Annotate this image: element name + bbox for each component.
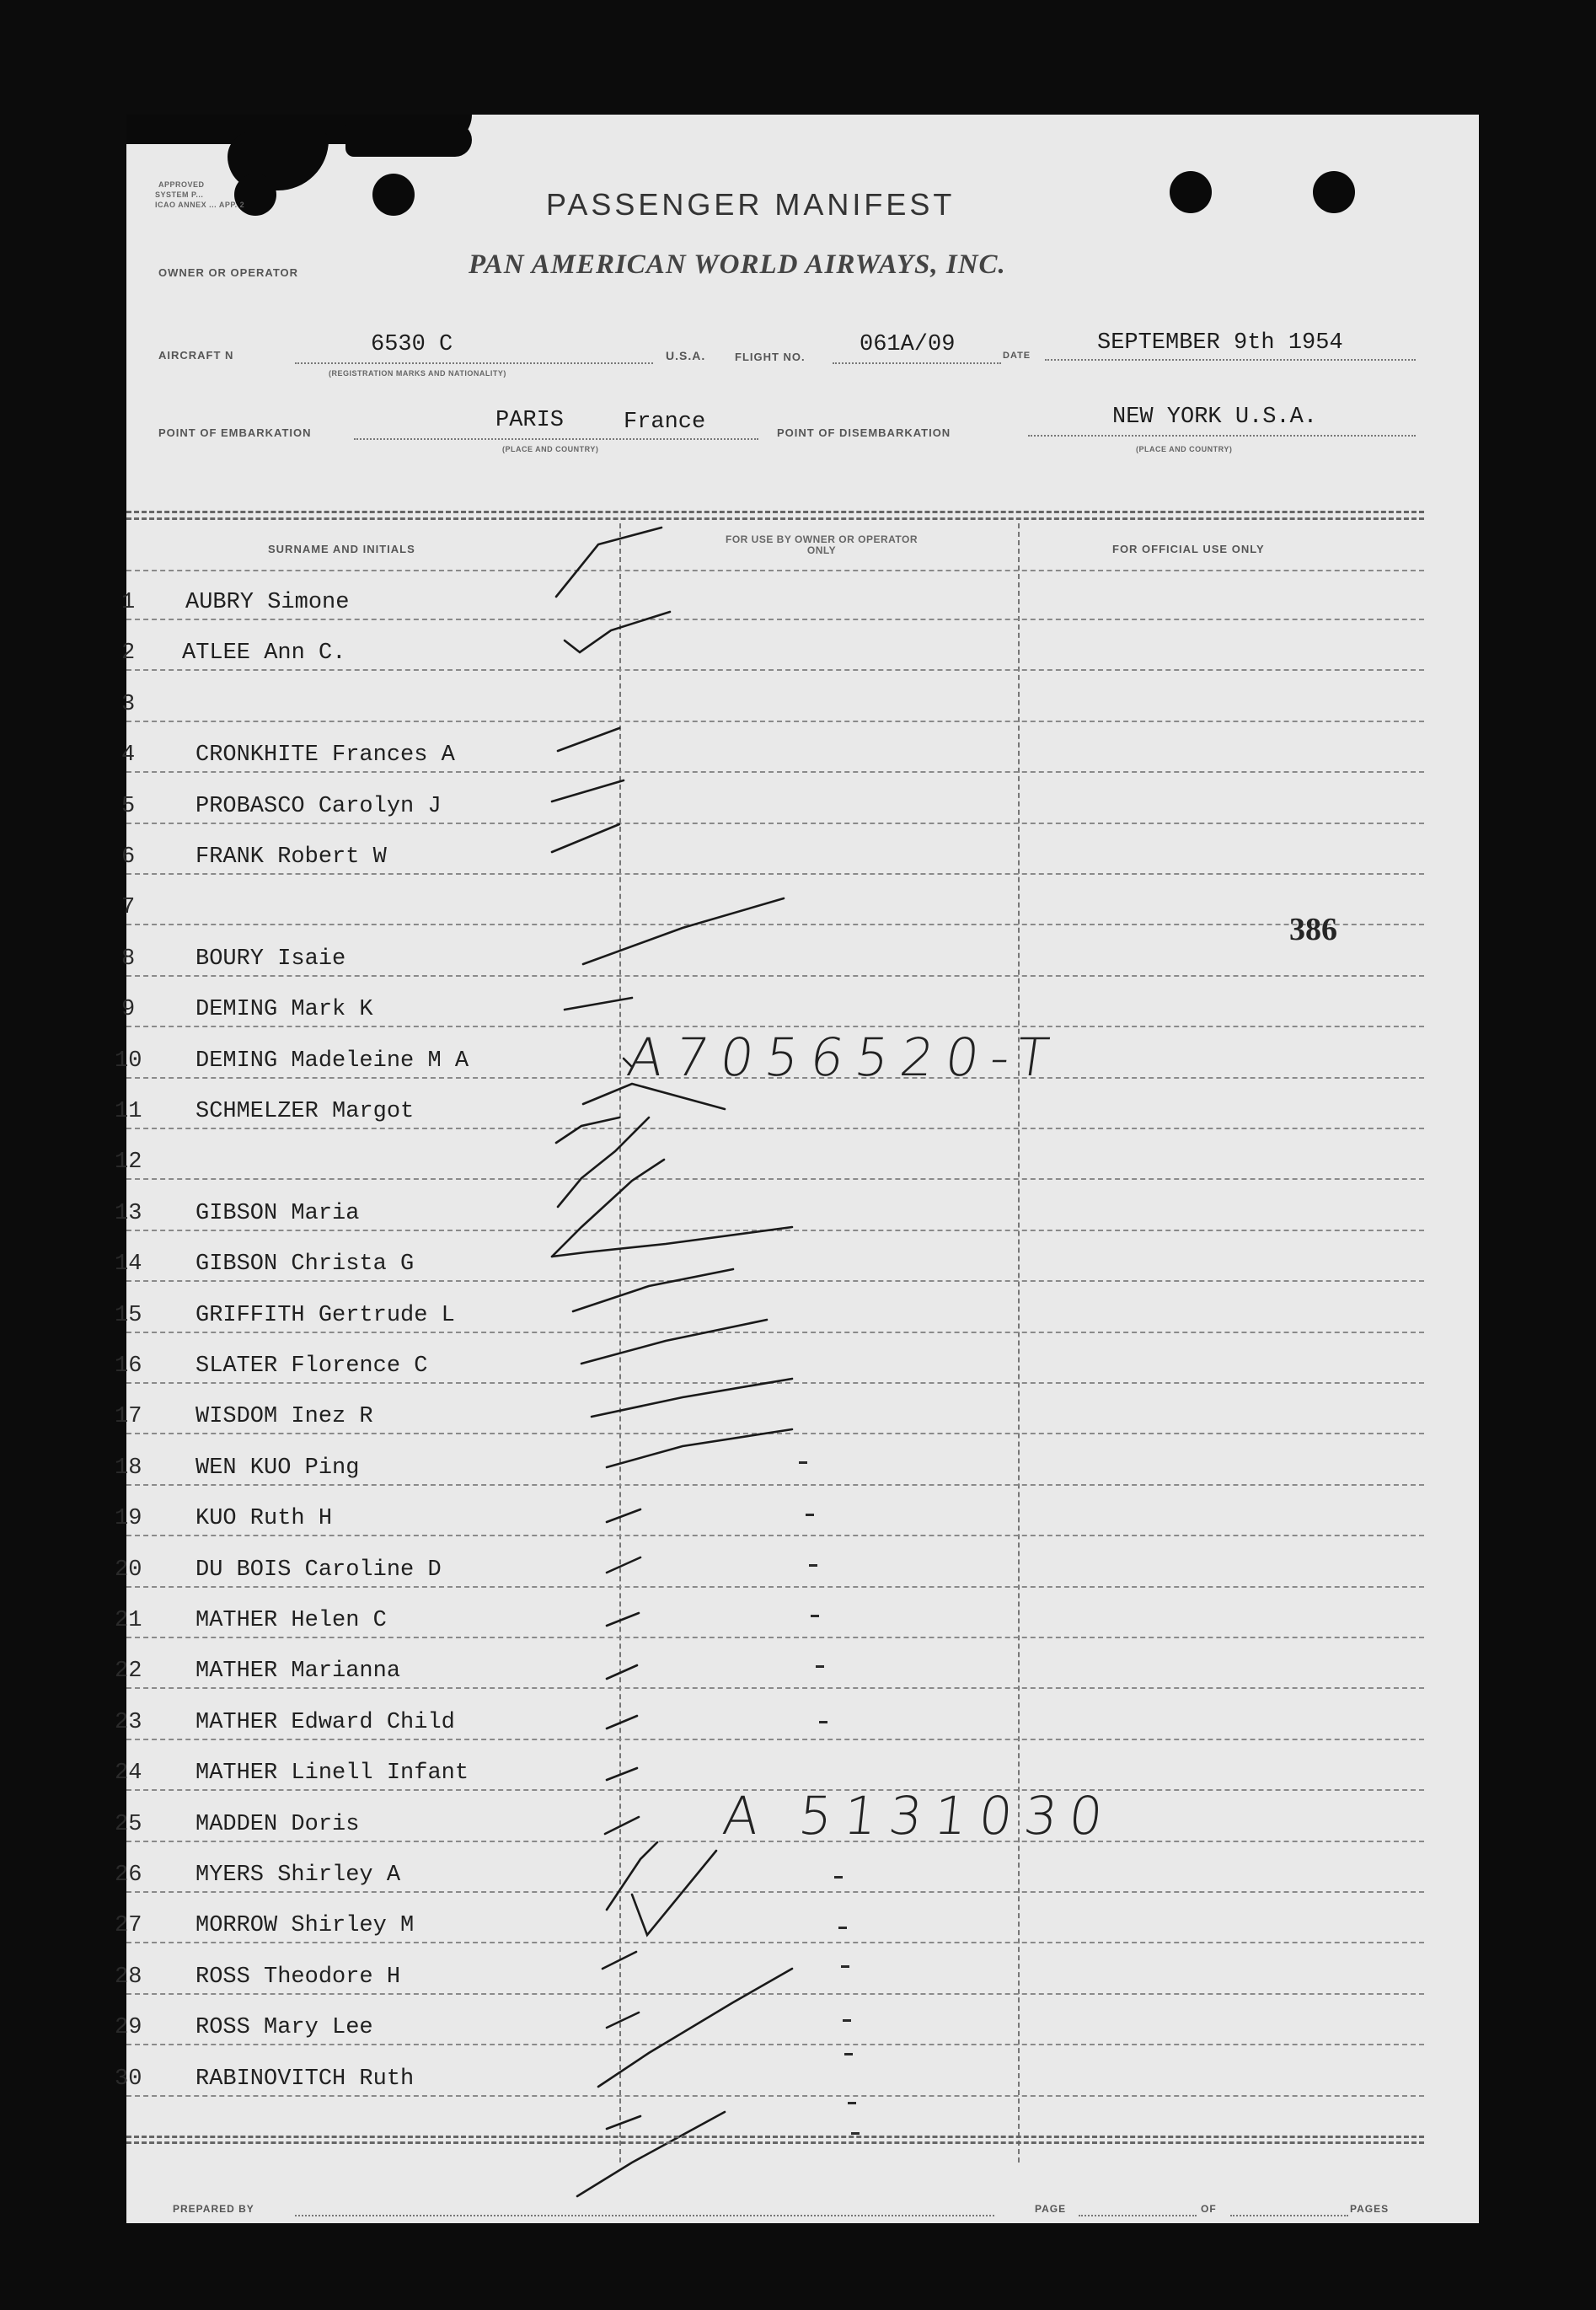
checkmark bbox=[556, 528, 661, 597]
embark-country: France bbox=[624, 410, 706, 435]
passenger-name: DEMING Mark K bbox=[195, 997, 373, 1023]
checkmark bbox=[607, 2013, 639, 2028]
row-number: 3 bbox=[121, 691, 136, 717]
checkmark bbox=[573, 1269, 733, 1311]
row-number: 18 bbox=[115, 1455, 142, 1481]
checkmark bbox=[558, 1117, 649, 1207]
checkmark bbox=[558, 728, 619, 751]
embark-label: POINT OF EMBARKATION bbox=[158, 426, 312, 439]
page-label: PAGE bbox=[1035, 2203, 1067, 2215]
registration-caption: (REGISTRATION MARKS AND NATIONALITY) bbox=[329, 369, 506, 378]
passenger-name: MATHER Marianna bbox=[195, 1659, 401, 1685]
checkmark bbox=[581, 1320, 767, 1364]
row-number: 9 bbox=[121, 997, 136, 1023]
passenger-name: CRONKHITE Frances A bbox=[195, 742, 455, 769]
passenger-name: BOURY Isaie bbox=[195, 946, 346, 972]
row-number: 14 bbox=[115, 1251, 142, 1278]
passenger-name: MYERS Shirley A bbox=[195, 1862, 401, 1888]
official-reference-number: 386 bbox=[1289, 912, 1337, 947]
manifest-sheet bbox=[115, 115, 1479, 2223]
row-number: 16 bbox=[115, 1353, 142, 1379]
owner-label: OWNER OR OPERATOR bbox=[158, 266, 299, 279]
checkmark bbox=[552, 824, 619, 852]
row-number: 26 bbox=[115, 1862, 142, 1888]
row-number: 29 bbox=[115, 2015, 142, 2041]
row-number: 10 bbox=[115, 1048, 142, 1074]
checkmark bbox=[607, 2116, 640, 2129]
checkmark bbox=[607, 1665, 637, 1679]
row-number: 6 bbox=[121, 844, 136, 870]
passenger-name: WEN KUO Ping bbox=[195, 1455, 360, 1481]
page-title: PASSENGER MANIFEST bbox=[546, 187, 956, 222]
row-number: 11 bbox=[115, 1099, 142, 1124]
flight-number: 061A/09 bbox=[860, 332, 956, 357]
row-number: 17 bbox=[115, 1404, 142, 1430]
passenger-name: MATHER Linell Infant bbox=[195, 1761, 469, 1787]
checkmark bbox=[565, 998, 632, 1010]
column-header-names: SURNAME AND INITIALS bbox=[268, 543, 415, 555]
passenger-name: SCHMELZER Margot bbox=[195, 1099, 415, 1124]
passenger-name: MATHER Helen C bbox=[195, 1608, 387, 1633]
row-number: 15 bbox=[115, 1302, 142, 1328]
passenger-name: WISDOM Inez R bbox=[195, 1404, 373, 1430]
embark-caption: (PLACE AND COUNTRY) bbox=[502, 445, 599, 453]
row-number: 13 bbox=[115, 1200, 142, 1226]
row-number: 28 bbox=[115, 1964, 142, 1990]
passenger-name: PROBASCO Carolyn J bbox=[195, 793, 442, 819]
row-number: 27 bbox=[115, 1913, 142, 1939]
passenger-name: AUBRY Simone bbox=[185, 590, 350, 615]
passenger-name: GRIFFITH Gertrude L bbox=[195, 1302, 455, 1328]
disembark-label: POINT OF DISEMBARKATION bbox=[777, 426, 951, 439]
checkmark bbox=[552, 1227, 792, 1257]
date-value: SEPTEMBER 9th 1954 bbox=[1097, 330, 1343, 356]
passenger-name: ROSS Mary Lee bbox=[195, 2015, 373, 2041]
row-number: 8 bbox=[121, 946, 136, 972]
approval-stamp-line: APPROVED bbox=[158, 180, 205, 189]
column-header-owner-use: FOR USE BY OWNER OR OPERATOR ONLY bbox=[725, 533, 919, 556]
checkmark bbox=[603, 1952, 636, 1969]
embark-city: PARIS bbox=[495, 408, 565, 433]
checkmark bbox=[607, 1613, 639, 1626]
disembark-place: NEW YORK U.S.A. bbox=[1112, 405, 1318, 430]
handwritten-passport-number: A7056520-T bbox=[623, 1026, 1065, 1088]
passenger-name: MADDEN Doris bbox=[195, 1811, 360, 1837]
row-number: 23 bbox=[115, 1709, 142, 1735]
checkmark bbox=[605, 1817, 639, 1834]
row-number: 2 bbox=[121, 640, 136, 667]
row-number: 20 bbox=[115, 1557, 142, 1583]
table-bottom-rule bbox=[126, 2141, 1424, 2144]
handwritten-passport-number: A 5131030 bbox=[720, 1785, 1118, 1846]
date-label: DATE bbox=[1003, 351, 1031, 361]
checkmark bbox=[583, 898, 784, 964]
passenger-name: RABINOVITCH Ruth bbox=[195, 2066, 415, 2092]
row-number: 4 bbox=[121, 742, 136, 769]
of-label: OF bbox=[1201, 2203, 1217, 2215]
page-underline bbox=[1079, 2215, 1197, 2216]
approval-stamp-line: ICAO ANNEX ... APP. 2 bbox=[155, 201, 245, 209]
passenger-name: DU BOIS Caroline D bbox=[195, 1557, 442, 1583]
row-number: 12 bbox=[115, 1150, 142, 1176]
passenger-name: MORROW Shirley M bbox=[195, 1913, 415, 1939]
row-number: 25 bbox=[115, 1811, 142, 1837]
checkmark bbox=[632, 1851, 716, 1935]
row-number: 1 bbox=[121, 590, 136, 615]
flight-label: FLIGHT NO. bbox=[735, 351, 806, 363]
of-underline bbox=[1230, 2215, 1348, 2216]
usa-label: U.S.A. bbox=[666, 349, 706, 362]
prepared-by-label: PREPARED BY bbox=[173, 2203, 254, 2215]
checkmark bbox=[577, 2112, 725, 2196]
checkmark bbox=[607, 1429, 792, 1467]
column-header-official-use: FOR OFFICIAL USE ONLY bbox=[1112, 543, 1265, 555]
row-number: 24 bbox=[115, 1761, 142, 1787]
checkmark bbox=[598, 1969, 792, 2087]
passenger-name: SLATER Florence C bbox=[195, 1353, 428, 1379]
approval-stamp-line: SYSTEM P... bbox=[155, 190, 204, 199]
passenger-name: ROSS Theodore H bbox=[195, 1964, 401, 1990]
passenger-name: FRANK Robert W bbox=[195, 844, 387, 870]
check-marks bbox=[126, 115, 1479, 2223]
row-number: 30 bbox=[115, 2066, 142, 2092]
checkmark bbox=[565, 612, 670, 652]
checkmark bbox=[607, 1509, 640, 1522]
passenger-name: GIBSON Christa G bbox=[195, 1251, 415, 1278]
row-number: 19 bbox=[115, 1506, 142, 1532]
pages-label: PAGES bbox=[1350, 2203, 1390, 2215]
prepared-by-underline bbox=[295, 2215, 994, 2216]
checkmark bbox=[552, 780, 624, 801]
row-number: 5 bbox=[121, 793, 136, 819]
disembark-caption: (PLACE AND COUNTRY) bbox=[1136, 445, 1233, 453]
checkmark bbox=[592, 1379, 792, 1417]
aircraft-number: 6530 C bbox=[371, 332, 453, 357]
passenger-name: KUO Ruth H bbox=[195, 1506, 333, 1532]
passenger-name: MATHER Edward Child bbox=[195, 1709, 455, 1735]
passenger-name: ATLEE Ann C. bbox=[182, 640, 346, 667]
checkmark bbox=[607, 1768, 637, 1780]
operator-name: PAN AMERICAN WORLD AIRWAYS, INC. bbox=[469, 249, 1006, 280]
checkmark bbox=[552, 1160, 664, 1257]
row-number: 7 bbox=[121, 895, 136, 921]
checkmark bbox=[607, 1842, 657, 1910]
row-number: 21 bbox=[115, 1608, 142, 1633]
passenger-name: GIBSON Maria bbox=[195, 1200, 360, 1226]
aircraft-label: AIRCRAFT N bbox=[158, 349, 234, 362]
checkmark bbox=[607, 1716, 637, 1728]
passenger-name: DEMING Madeleine M A bbox=[195, 1048, 469, 1074]
checkmark bbox=[607, 1557, 640, 1573]
checkmark bbox=[556, 1117, 619, 1143]
table-bottom-rule bbox=[126, 2136, 1424, 2138]
row-number: 22 bbox=[115, 1659, 142, 1685]
